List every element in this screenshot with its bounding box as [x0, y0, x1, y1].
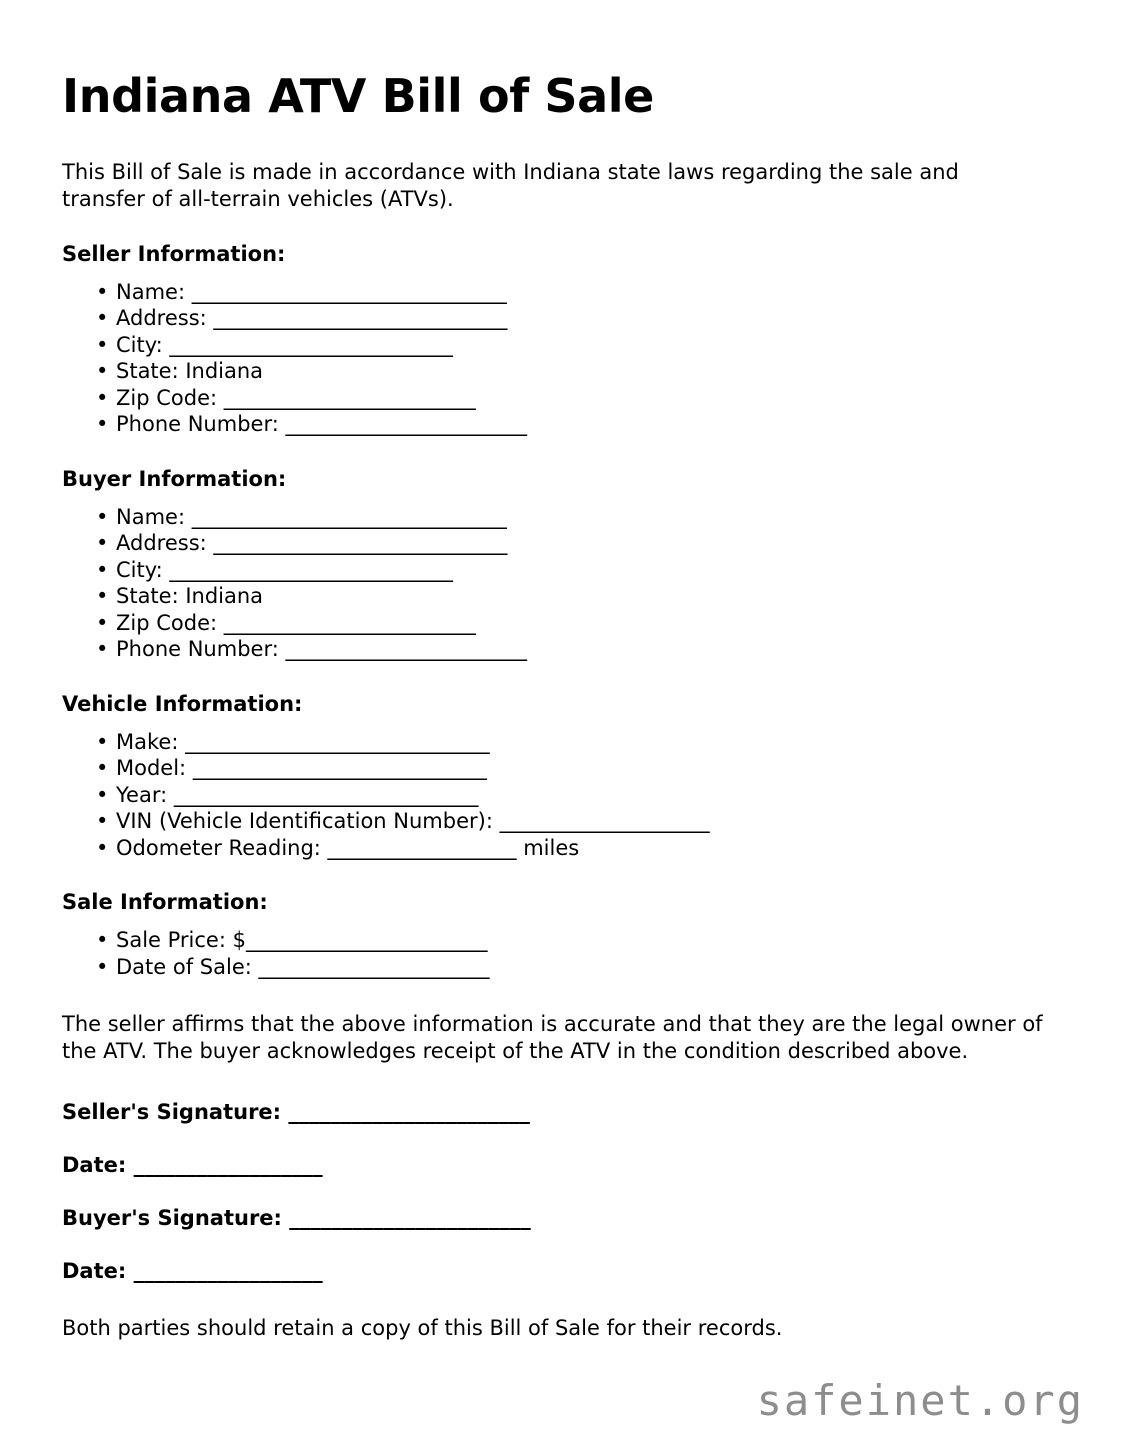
field-blank[interactable]: _____________________________ — [173, 782, 479, 807]
field-blank[interactable]: ___________________________ — [169, 332, 453, 357]
field-blank[interactable]: _______________________ — [245, 928, 488, 953]
field-blank[interactable]: ____________________ — [499, 809, 710, 834]
buyer-date-label: Date: — [62, 1259, 134, 1284]
field-blank[interactable]: ____________________________ — [192, 756, 487, 781]
vehicle-information-heading: Vehicle Information: — [62, 691, 303, 716]
field-label: VIN (Vehicle Identification Number): — [116, 809, 500, 834]
buyer-signature-line — [62, 1205, 1062, 1231]
list-item — [62, 504, 1062, 531]
list-item — [62, 385, 1062, 412]
vehicle-field-list — [62, 729, 1062, 862]
seller-signature-blank[interactable]: _______________________ — [288, 1100, 530, 1125]
seller-signature-line — [62, 1099, 1062, 1125]
list-item — [62, 729, 1062, 756]
list-item — [62, 610, 1062, 637]
list-item — [62, 755, 1062, 782]
field-blank[interactable]: ________________________ — [223, 610, 476, 635]
field-blank[interactable]: ________________________ — [223, 385, 476, 410]
list-item — [62, 358, 1062, 385]
list-item — [62, 808, 1062, 835]
list-item — [62, 583, 1062, 610]
field-label: Name: — [116, 279, 192, 304]
list-item — [62, 411, 1062, 438]
field-label: Name: — [116, 504, 192, 529]
seller-information-heading: Seller Information: — [62, 241, 286, 266]
seller-date-label: Date: — [62, 1153, 134, 1178]
field-label: Date of Sale: — [116, 954, 259, 979]
field-blank[interactable]: ____________________________ — [213, 531, 508, 556]
list-item — [62, 954, 1062, 981]
field-label: Odometer Reading: — [116, 835, 328, 860]
page-title: Indiana ATV Bill of Sale — [62, 69, 654, 123]
buyer-date-blank[interactable]: __________________ — [133, 1259, 323, 1284]
affirmation-paragraph: The seller affirms that the above information is accurate and that they are the legal owner of the ATV. The buyer acknowledges receipt of the ATV in the condition described above. — [62, 1012, 1043, 1064]
field-blank[interactable]: _______________________ — [285, 412, 527, 437]
field-blank[interactable]: ______________________________ — [191, 279, 507, 304]
field-blank[interactable]: ___________________________ — [169, 557, 453, 582]
list-item — [62, 557, 1062, 584]
list-item — [62, 835, 1062, 862]
field-label: Model: — [116, 756, 193, 781]
field-label: Make: — [116, 729, 186, 754]
field-blank[interactable]: ____________________________ — [213, 306, 508, 331]
sale-information-heading: Sale Information: — [62, 890, 268, 915]
list-item — [62, 305, 1062, 332]
list-item — [62, 636, 1062, 663]
field-suffix: miles — [516, 835, 580, 860]
field-label: Zip Code: — [116, 610, 224, 635]
list-item — [62, 530, 1062, 557]
field-label: Sale Price: $ — [116, 928, 246, 953]
seller-date-line — [62, 1152, 1062, 1178]
field-label: State: Indiana — [116, 359, 264, 384]
buyer-date-line — [62, 1258, 1062, 1284]
site-watermark: safeinet.org — [756, 1376, 1084, 1425]
field-label: City: — [116, 332, 170, 357]
field-label: State: Indiana — [116, 584, 264, 609]
list-item — [62, 332, 1062, 359]
seller-signature-label: Seller's Signature: — [62, 1100, 289, 1125]
buyer-signature-label: Buyer's Signature: — [62, 1206, 290, 1231]
field-label: Year: — [116, 782, 174, 807]
field-blank[interactable]: ______________________________ — [191, 504, 507, 529]
field-label: Zip Code: — [116, 385, 224, 410]
field-label: Phone Number: — [116, 637, 286, 662]
field-blank[interactable]: ______________________ — [258, 954, 490, 979]
buyer-signature-blank[interactable]: _______________________ — [289, 1206, 531, 1231]
field-blank[interactable]: _____________________________ — [185, 729, 490, 754]
buyer-information-heading: Buyer Information: — [62, 466, 287, 491]
field-label: Phone Number: — [116, 412, 286, 437]
list-item — [62, 927, 1062, 954]
field-blank[interactable]: _______________________ — [285, 637, 527, 662]
intro-paragraph: This Bill of Sale is made in accordance with Indiana state laws regarding the sale and transfer of all-terrain vehicles (ATVs). — [62, 159, 959, 211]
field-label: Address: — [116, 306, 214, 331]
field-blank[interactable]: __________________ — [327, 835, 517, 860]
seller-field-list — [62, 279, 1062, 438]
field-label: Address: — [116, 531, 214, 556]
list-item — [62, 279, 1062, 306]
sale-field-list — [62, 927, 1062, 980]
closing-paragraph: Both parties should retain a copy of this Bill of Sale for their records. — [62, 1316, 783, 1341]
field-label: City: — [116, 557, 170, 582]
buyer-field-list — [62, 504, 1062, 663]
seller-date-blank[interactable]: __________________ — [133, 1153, 323, 1178]
list-item — [62, 782, 1062, 809]
